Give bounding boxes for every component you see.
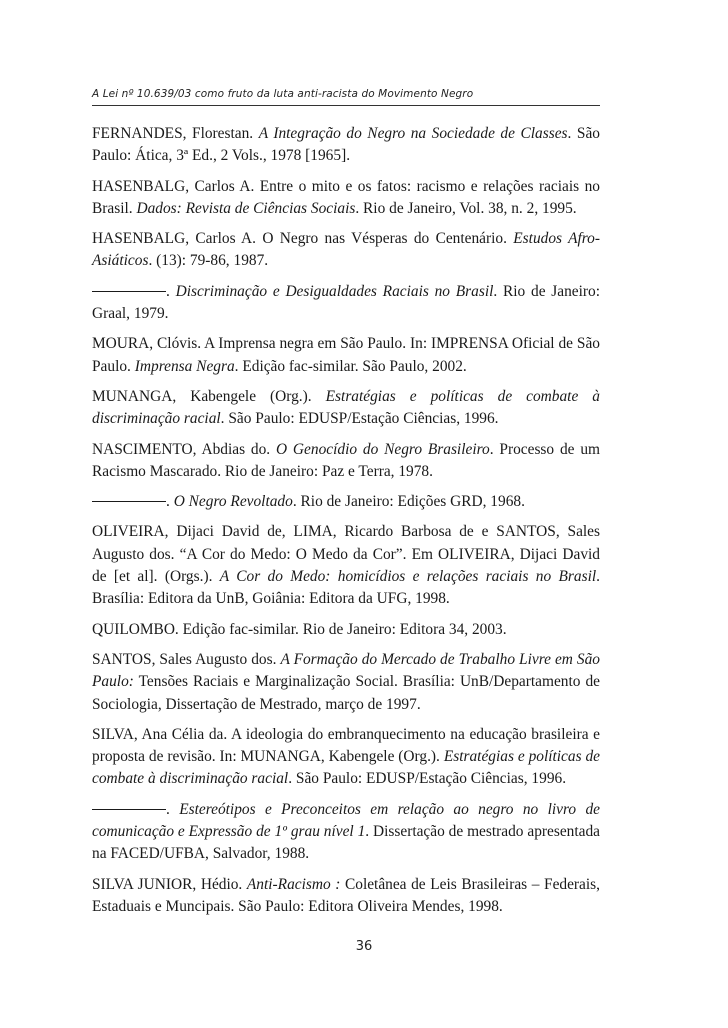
reference-details: . Processo de um Racismo Mascarado. Rio de Janeiro: Paz e Terra, 1978. (92, 440, 600, 480)
reference-details: . Brasília: Editora da UnB, Goiânia: Editora da UFG, 1998. (92, 568, 600, 608)
reference-details: Tensões Raciais e Marginalização Social. Brasília: UnB/Departamento de Sociologia, Dissertação de Mestrado, março de 1997. (92, 673, 600, 713)
reference-title: A Cor do Medo: homicídios e relações raciais no Brasil (219, 568, 597, 586)
page-number: 36 (355, 939, 373, 954)
reference-title: Estereótipos e Preconceitos em relação ao negro no livro de comunicação e Expressão de 1º grau nível 1 (92, 800, 600, 841)
reference-details: . São Paulo: EDUSP/Estação Ciências, 1996. (220, 410, 499, 428)
reference-lead: OLIVEIRA, Dijaci David de, LIMA, Ricardo Barbosa de e SANTOS, Sales Augusto dos. “A Cor do Medo: O Medo da Cor”. Em OLIVEIRA, Dijaci David de [et al]. (Orgs.). (92, 523, 600, 586)
repeated-author-dash (92, 291, 166, 292)
reference-details: . (13): 79-86, 1987. (148, 252, 269, 270)
reference-hasenbalg-1979: . Discriminação e Desigualdades Raciais no Brasil. Rio de Janeiro: Graal, 1979. (92, 282, 600, 323)
reference-hasenbalg-1995 (92, 176, 600, 221)
reference-santos (92, 649, 600, 716)
reference-list (92, 123, 600, 926)
repeated-author-dash (92, 809, 166, 810)
reference-oliveira (92, 521, 600, 610)
reference-nascimento-1978 (92, 439, 600, 484)
reference-title: O Genocídio do Negro Brasileiro (275, 440, 490, 458)
repeated-author-dash (92, 501, 166, 502)
reference-details: Coletânea de Leis Brasileiras – Federais, Estaduais e Muncipais. São Paulo: Editora Oliveira Mendes, 1998. (92, 875, 601, 915)
reference-title: O Negro Revoltado (173, 493, 293, 511)
reference-details: . Dissertação de mestrado apresentada na FACED/UFBA, Salvador, 1988. (92, 823, 600, 863)
reference-title: Imprensa Negra (134, 357, 235, 375)
header-divider (92, 105, 600, 106)
reference-quilombo (92, 619, 600, 641)
reference-lead: MUNANGA, Kabengele (Org.). (92, 387, 312, 405)
reference-fernandes (92, 123, 600, 168)
reference-details: . São Paulo: Ática, 3ª Ed., 2 Vols., 1978 [1965]. (92, 125, 600, 165)
reference-details: . Edição fac-similar. São Paulo, 2002. (234, 357, 467, 375)
reference-title: Dados: Revista de Ciências Sociais (136, 199, 356, 217)
reference-title: A Integração do Negro na Sociedade de Classes (258, 125, 568, 142)
reference-lead: MOURA, Clóvis. A Imprensa negra em São Paulo. In: IMPRENSA Oficial de São Paulo. (92, 335, 600, 375)
reference-details: . Rio de Janeiro: Edições GRD, 1968. (292, 493, 525, 511)
reference-title: Estratégias e políticas de combate à discriminação racial (92, 387, 600, 428)
reference-lead: HASENBALG, Carlos A. O Negro nas Vésperas do Centenário. (92, 230, 507, 248)
reference-title: Discriminação e Desigualdades Raciais no Brasil (175, 282, 494, 300)
reference-hasenbalg-1987 (92, 228, 600, 273)
reference-lead: QUILOMBO. Edição fac-similar. Rio de Janeiro: Editora 34, 2003. (92, 620, 507, 638)
reference-title: A Formação do Mercado de Trabalho Livre em São Paulo: (92, 650, 600, 691)
reference-silva-junior (92, 874, 600, 919)
reference-title: Estratégias e políticas de combate à discriminação racial (92, 748, 600, 788)
running-header: A Lei nº 10.639/03 como fruto da luta anti-racista do Movimento Negro (92, 88, 474, 100)
reference-nascimento-1968: . O Negro Revoltado. Rio de Janeiro: Edições GRD, 1968. (92, 491, 600, 513)
reference-silva-1988: . Estereótipos e Preconceitos em relação ao negro no livro de comunicação e Expressão de 1º grau nível 1. Dissertação de mestrado apresentada na FACED/UFBA, Salvador, 1988. (92, 800, 600, 863)
reference-munanga (92, 386, 600, 431)
reference-details: . São Paulo: EDUSP/Estação Ciências, 1996. (288, 770, 567, 788)
reference-lead: NASCIMENTO, Abdias do. (92, 440, 271, 458)
reference-lead: SILVA JUNIOR, Hédio. (92, 875, 243, 893)
reference-lead: HASENBALG, Carlos A. Entre o mito e os fatos: racismo e relações raciais no Brasil. (92, 177, 600, 217)
reference-details: . Rio de Janeiro: Graal, 1979. (92, 282, 600, 323)
reference-silva-1996 (92, 724, 600, 791)
reference-title: Estudos Afro-Asiáticos (92, 230, 600, 270)
reference-moura (92, 333, 600, 378)
reference-lead: SILVA, Ana Célia da. A ideologia do embranquecimento na educação brasileira e proposta de revisão. In: MUNANGA, Kabengele (Org.). (92, 725, 600, 766)
reference-details: . Rio de Janeiro, Vol. 38, n. 2, 1995. (355, 199, 577, 217)
reference-lead: SANTOS, Sales Augusto dos. (92, 650, 277, 668)
reference-author: FERNANDES, Florestan. (92, 125, 254, 142)
reference-title: Anti-Racismo : (246, 875, 341, 893)
